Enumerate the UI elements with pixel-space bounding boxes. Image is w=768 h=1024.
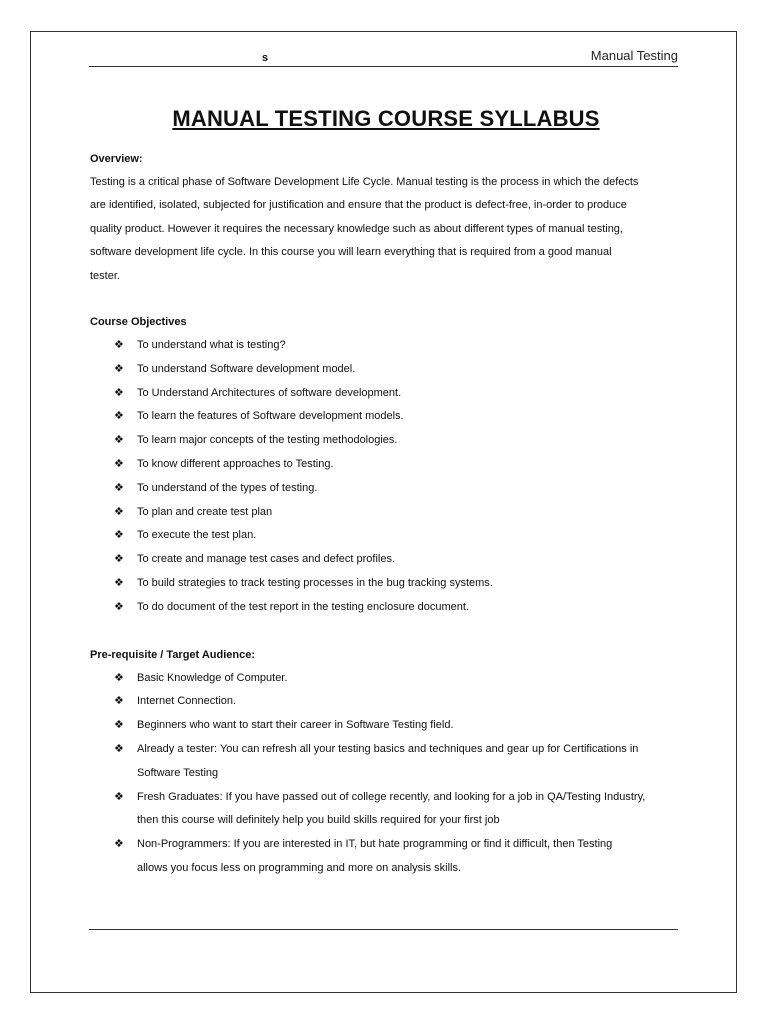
header-rule [89,66,678,67]
list-item: ❖ To create and manage test cases and defect profiles. [90,548,682,572]
list-item: ❖ To build strategies to track testing processes in the bug tracking systems. [90,572,682,596]
overview-line: software development life cycle. In this course you will learn everything that is required from a good manual [90,246,612,259]
diamond-bullet-icon: ❖ [114,790,124,803]
diamond-bullet-icon: ❖ [114,719,124,732]
diamond-bullet-icon: ❖ [114,671,124,684]
objectives-heading: Course Objectives [90,316,187,329]
list-item: ❖ To understand Software development model. [90,358,682,382]
list-item: ❖ To Understand Architectures of software development. [90,382,682,406]
prereq-list [90,667,682,881]
diamond-bullet-icon: ❖ [114,742,124,755]
overview-line: quality product. However it requires the necessary knowledge such as about different types of manual testing, [90,222,623,235]
list-item: ❖ Non-Programmers: If you are interested in IT, but hate programming or find it difficult, then Testing allows you focus less on programming and more on analysis skills. [90,833,682,881]
list-item: ❖ Basic Knowledge of Computer. [90,667,682,691]
list-item: ❖ To understand of the types of testing. [90,477,682,501]
document-body [90,104,682,881]
diamond-bullet-icon: ❖ [114,695,124,708]
diamond-bullet-icon: ❖ [114,577,124,589]
overview-line: tester. [90,269,120,282]
overview-heading: Overview: [90,153,143,165]
header-left-mark: s [262,52,269,64]
list-item: ❖ To do document of the test report in the testing enclosure document. [90,596,682,620]
document-title: MANUAL TESTING COURSE SYLLABUS [172,106,600,131]
list-item: ❖ To execute the test plan. [90,524,682,548]
diamond-bullet-icon: ❖ [114,434,124,447]
diamond-bullet-icon: ❖ [114,838,124,851]
list-item: ❖ Internet Connection. [90,690,682,714]
footer-rule [89,929,678,930]
list-item: ❖ To plan and create test plan [90,501,682,525]
diamond-bullet-icon: ❖ [114,529,124,542]
diamond-bullet-icon: ❖ [114,481,124,494]
overview-line: are identified, isolated, subjected for justification and ensure that the product is defect-free, in-order to produce [90,199,627,212]
overview-paragraph [90,171,682,288]
diamond-bullet-icon: ❖ [114,505,124,518]
diamond-bullet-icon: ❖ [114,458,124,471]
list-item: ❖ To know different approaches to Testing. [90,453,682,477]
diamond-bullet-icon: ❖ [114,553,124,566]
list-item: ❖ To learn the features of Software development models. [90,405,682,429]
list-item: ❖ Fresh Graduates: If you have passed out of college recently, and looking for a job in QA/Testing Industry, then this course will definitely help you build skills required for your first job [90,786,682,834]
diamond-bullet-icon: ❖ [114,600,124,613]
diamond-bullet-icon: ❖ [114,339,124,352]
prereq-heading: Pre-requisite / Target Audience: [90,648,256,661]
diamond-bullet-icon: ❖ [114,386,124,399]
header-title: Manual Testing [590,48,678,63]
document-page [30,31,737,993]
overview-line: Testing is a critical phase of Software Development Life Cycle. Manual testing is the process in which the defects [90,176,639,188]
list-item: ❖ Already a tester: You can refresh all your testing basics and techniques and gear up for Certifications in Software Testing [90,738,682,786]
list-item: ❖ Beginners who want to start their career in Software Testing field. [90,714,682,738]
objectives-list [90,334,682,620]
list-item: ❖ To learn major concepts of the testing methodologies. [90,429,682,453]
diamond-bullet-icon: ❖ [114,410,124,423]
list-item: ❖ To understand what is testing? [90,334,682,358]
diamond-bullet-icon: ❖ [114,362,124,375]
